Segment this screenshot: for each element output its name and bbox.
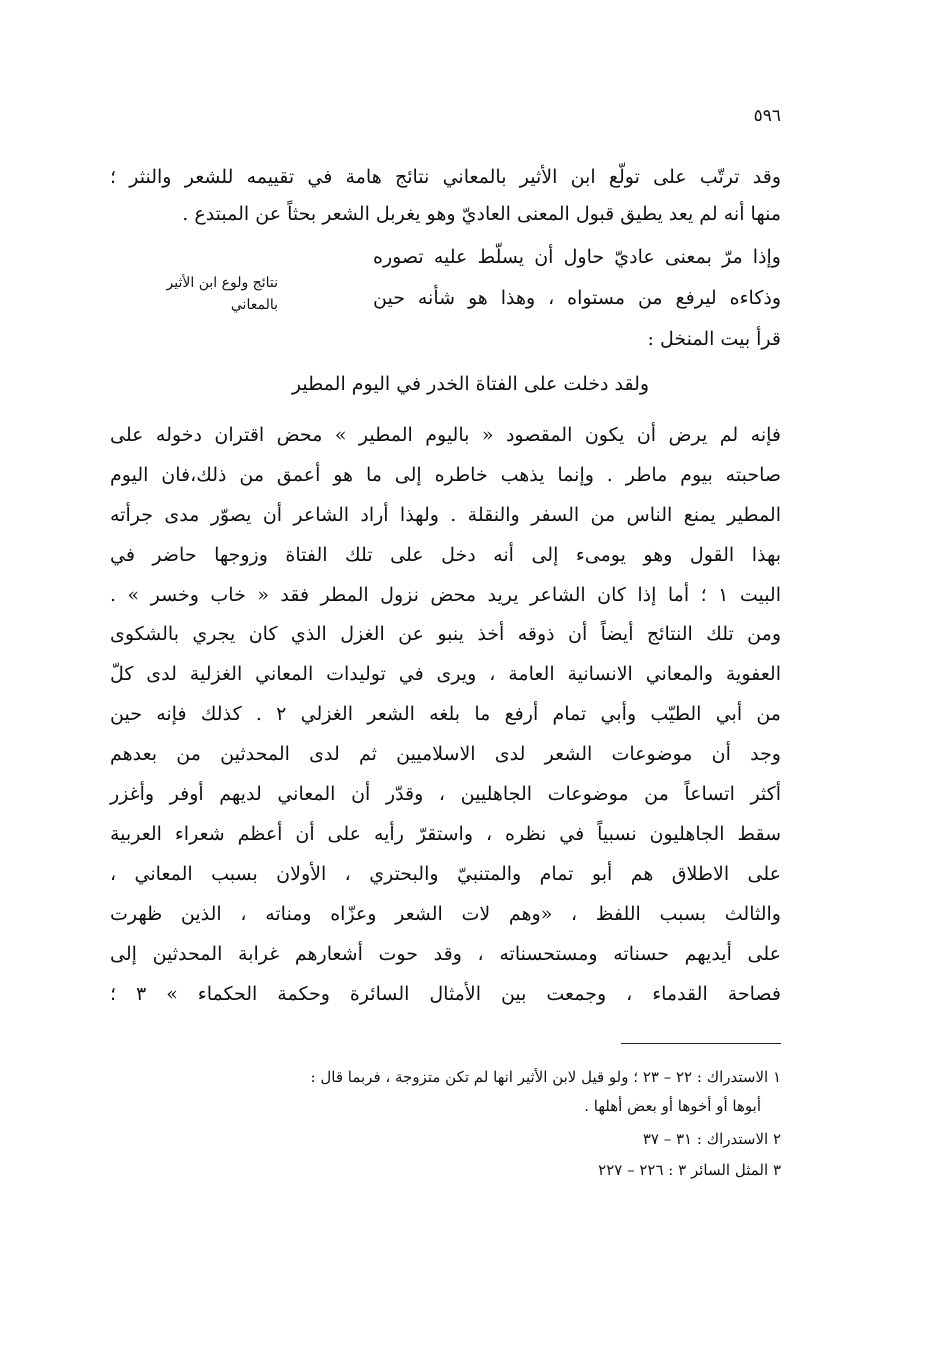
footnote: أبوها أو أخوها أو بعض أهلها .: [584, 1097, 761, 1115]
text-line: والثالث بسبب اللفظ ، «وهم لات الشعر وعزّاه ومناته ، الذين ظهرت: [110, 903, 781, 925]
footnote: ٢ الاستدراك : ٣١ – ٣٧: [642, 1130, 781, 1148]
margin-note-line: نتائج ولوع ابن الأثير: [166, 275, 278, 291]
text-line: صاحبته بيوم ماطر . وإنما يذهب خاطره إلى ما هو أعمق من ذلك،فان اليوم: [110, 464, 781, 486]
text-line: على أيديهم حسناته ومستحسناته ، وقد حوت أشعارهم غرابة المحدثين إلى: [110, 943, 781, 965]
text-line: أكثر اتساعاً من موضوعات الجاهليين ، وقدّر أن المعاني لديهم أوفر وأغزر: [110, 783, 781, 805]
page-number: ٥٩٦: [753, 106, 781, 126]
margin-note-line: بالمعاني: [230, 297, 278, 313]
footnote: ١ الاستدراك : ٢٢ – ٢٣ ؛ ولو قيل لابن الأثير انها لم تكن متزوجة ، فربما قال :: [310, 1068, 781, 1086]
text-line: من أبي الطيّب وأبي تمام أرفع ما بلغه الشعر الغزلي ٢ . كذلك فإنه حين: [110, 703, 781, 725]
text-line: المطير يمنع الناس من السفر والنقلة . ولهذا أراد الشاعر أن يصوّر مدى جرأته: [110, 504, 781, 526]
margin-note: [108, 272, 278, 316]
footnote-divider: [621, 1043, 781, 1044]
text-line: وإذا مرّ بمعنى عاديّ حاول أن يسلّط عليه تصوره: [373, 246, 781, 268]
verse-line: ولقد دخلت على الفتاة الخدر في اليوم المطير: [291, 373, 650, 395]
text-line: وذكاءه ليرفع من مستواه ، وهذا هو شأنه حين: [373, 287, 781, 309]
text-line: بهذا القول وهو يومىء إلى أنه دخل على تلك الفتاة وزوجها حاضر في: [110, 544, 781, 566]
text-line: العفوية والمعاني الانسانية العامة ، ويرى في توليدات المعاني الغزلية لدى كلّ: [110, 663, 781, 685]
text-line: فصاحة القدماء ، وجمعت بين الأمثال السائرة وحكمة الحكماء » ٣ ؛: [110, 983, 781, 1005]
text-line: منها أنه لم يعد يطيق قبول المعنى العاديّ وهو يغربل الشعر بحثاً عن المبتدع .: [182, 203, 781, 225]
text-line: على الاطلاق هم أبو تمام والمتنبيّ والبحتري ، الأولان بسبب المعاني ،: [110, 863, 781, 885]
text-line: البيت ١ ؛ أما إذا كان الشاعر يريد محض نزول المطر فقد « خاب وخسر » .: [110, 584, 782, 606]
text-line: قرأ بيت المنخل :: [647, 328, 781, 350]
text-line: سقط الجاهليون نسبياً في نظره ، واستقرّ رأيه على أن أعظم شعراء العربية: [110, 823, 781, 845]
text-line: وقد ترتّب على تولّع ابن الأثير بالمعاني نتائج هامة في تقييمه للشعر والنثر ؛: [110, 166, 781, 188]
text-line: وجد أن موضوعات الشعر لدى الاسلاميين ثم لدى المحدثين من بعدهم: [110, 743, 781, 765]
footnote: ٣ المثل السائر ٣ : ٢٢٦ – ٢٢٧: [598, 1161, 781, 1179]
text-line: فإنه لم يرض أن يكون المقصود « باليوم المطير » محض اقتران دخوله على: [110, 424, 781, 446]
text-line: ومن تلك النتائج أيضاً أن ذوقه أخذ ينبو عن الغزل الذي كان يجري بالشكوى: [110, 623, 781, 645]
